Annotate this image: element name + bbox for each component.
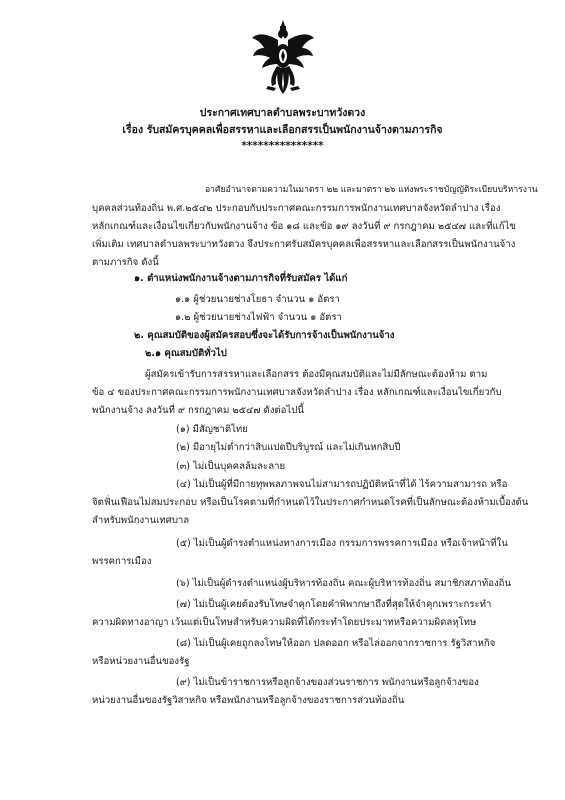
intro-line: ตามภารกิจ ดังนี้ — [92, 257, 159, 268]
section-2-heading: ๒. คุณสมบัติของผู้สมัครสอบซึ่งจะได้รับการจ้างเป็นพนักงานจ้าง — [134, 330, 395, 341]
section-2-1-heading: ๒.๑ คุณสมบัติทั่วไป — [145, 348, 227, 359]
announcement-subject: เรื่อง รับสมัครบุคคลเพื่อสรรหาและเลือกสรรเป็นพนักงานจ้างตามภารกิจ — [122, 124, 443, 136]
announcement-title: ประกาศเทศบาลตำบลพระบาทวังตวง — [199, 107, 366, 119]
qualification-item: (๔) ไม่เป็นผู้ที่มีกายทุพพลภาพจนไม่สามารถปฏิบัติหน้าที่ได้ ไร้ความสามารถ หรือ — [176, 479, 508, 490]
qualification-text: ข้อ ๔ ของประกาศคณะกรรมการพนักงานเทศบาลจังหวัดลำปาง เรื่อง หลักเกณฑ์และเงื่อนไขเกี่ยวกับ — [92, 387, 502, 398]
qualification-item: ความผิดทางอาญา เว้นแต่เป็นโทษสำหรับความผิดที่ได้กระทำโดยประมาทหรือความผิดลหุโทษ — [92, 617, 477, 628]
qualification-item: (๘) ไม่เป็นผู้เคยถูกลงโทษให้ออก ปลดออก หรือไล่ออกจากราชการ รัฐวิสาหกิจ — [176, 638, 496, 649]
intro-line: บุคคลส่วนท้องถิ่น พ.ศ.๒๕๔๒ ประกอบกับประกาศคณะกรรมการพนักงานเทศบาลจังหวัดลำปาง เรื่อง — [92, 203, 501, 214]
qualification-item: (๗) ไม่เป็นผู้เคยต้องรับโทษจำคุกโดยคำพิพากษาถึงที่สุดให้จำคุกเพราะกระทำ — [176, 599, 492, 610]
intro-line: อาศัยอำนาจตามความในมาตรา ๒๒ และมาตรา ๒๖ แห่งพระราชบัญญัติระเบียบบริหารงาน — [205, 185, 538, 195]
position-item: ๑.๒ ผู้ช่วยนายช่างไฟฟ้า จำนวน ๑ อัตรา — [175, 312, 342, 323]
intro-line: เพิ่มเติม เทศบาลตำบลพระบาทวังตวง จึงประกาศรับสมัครบุคคลเพื่อสรรหาและเลือกสรรเป็นพนักงานจ้าง — [92, 239, 516, 250]
garuda-emblem-icon — [250, 18, 316, 96]
intro-line: หลักเกณฑ์และเงื่อนไขเกี่ยวกับพนักงานจ้าง ข้อ ๑๘ และข้อ ๑๙ ลงวันที่ ๙ กรกฎาคม ๒๕๔๗ และที่แก้ไข — [92, 221, 516, 232]
section-1-heading: ๑. ตำแหน่งพนักงานจ้างตามภารกิจที่รับสมัคร ได้แก่ — [134, 273, 348, 284]
qualification-item: (๕) ไม่เป็นผู้ดำรงตำแหน่งทางการเมือง กรรมการพรรคการเมือง หรือเจ้าหน้าที่ใน — [176, 538, 508, 549]
qualification-item: (๙) ไม่เป็นข้าราชการหรือลูกจ้างของส่วนราชการ พนักงานหรือลูกจ้างของ — [176, 677, 479, 688]
qualification-item: (๑) มีสัญชาติไทย — [176, 424, 248, 435]
qualification-item: (๓) ไม่เป็นบุคคลล้มละลาย — [176, 461, 286, 472]
qualification-text: พนักงานจ้าง ลงวันที่ ๙ กรกฎาคม ๒๕๔๗ ดังต่อไปนี้ — [92, 405, 304, 416]
position-item: ๑.๑ ผู้ช่วยนายช่างโยธา จำนวน ๑ อัตรา — [175, 294, 340, 305]
qualification-item: จิตฟั่นเฟือนไม่สมประกอบ หรือเป็นโรคตามที่กำหนดไว้ในประกาศกำหนดโรคที่เป็นลักษณะต้องห้ามเบื้องต้น — [92, 497, 529, 508]
qualification-item: หรือหน่วยงานอื่นของรัฐ — [92, 656, 190, 667]
header-separator: *************** — [241, 140, 324, 152]
qualification-text: ผู้สมัครเข้ารับการสรรหาและเลือกสรร ต้องมีคุณสมบัติและไม่มีลักษณะต้องห้าม ตาม — [145, 369, 488, 380]
qualification-item: (๒) มีอายุไม่ต่ำกว่าสิบแปดปีบริบูรณ์ และไม่เกินหกสิบปี — [176, 442, 401, 453]
qualification-item: สำหรับพนักงานเทศบาล — [92, 515, 190, 526]
qualification-item: พรรคการเมือง — [92, 556, 152, 567]
qualification-item: หน่วยงานอื่นของรัฐวิสาหกิจ หรือพนักงานหรือลูกจ้างของราชการส่วนท้องถิ่น — [92, 695, 405, 706]
qualification-item: (๖) ไม่เป็นผู้ดำรงตำแหน่งผู้บริหารท้องถิ่น คณะผู้บริหารท้องถิ่น สมาชิกสภาท้องถิ่น — [176, 578, 512, 589]
